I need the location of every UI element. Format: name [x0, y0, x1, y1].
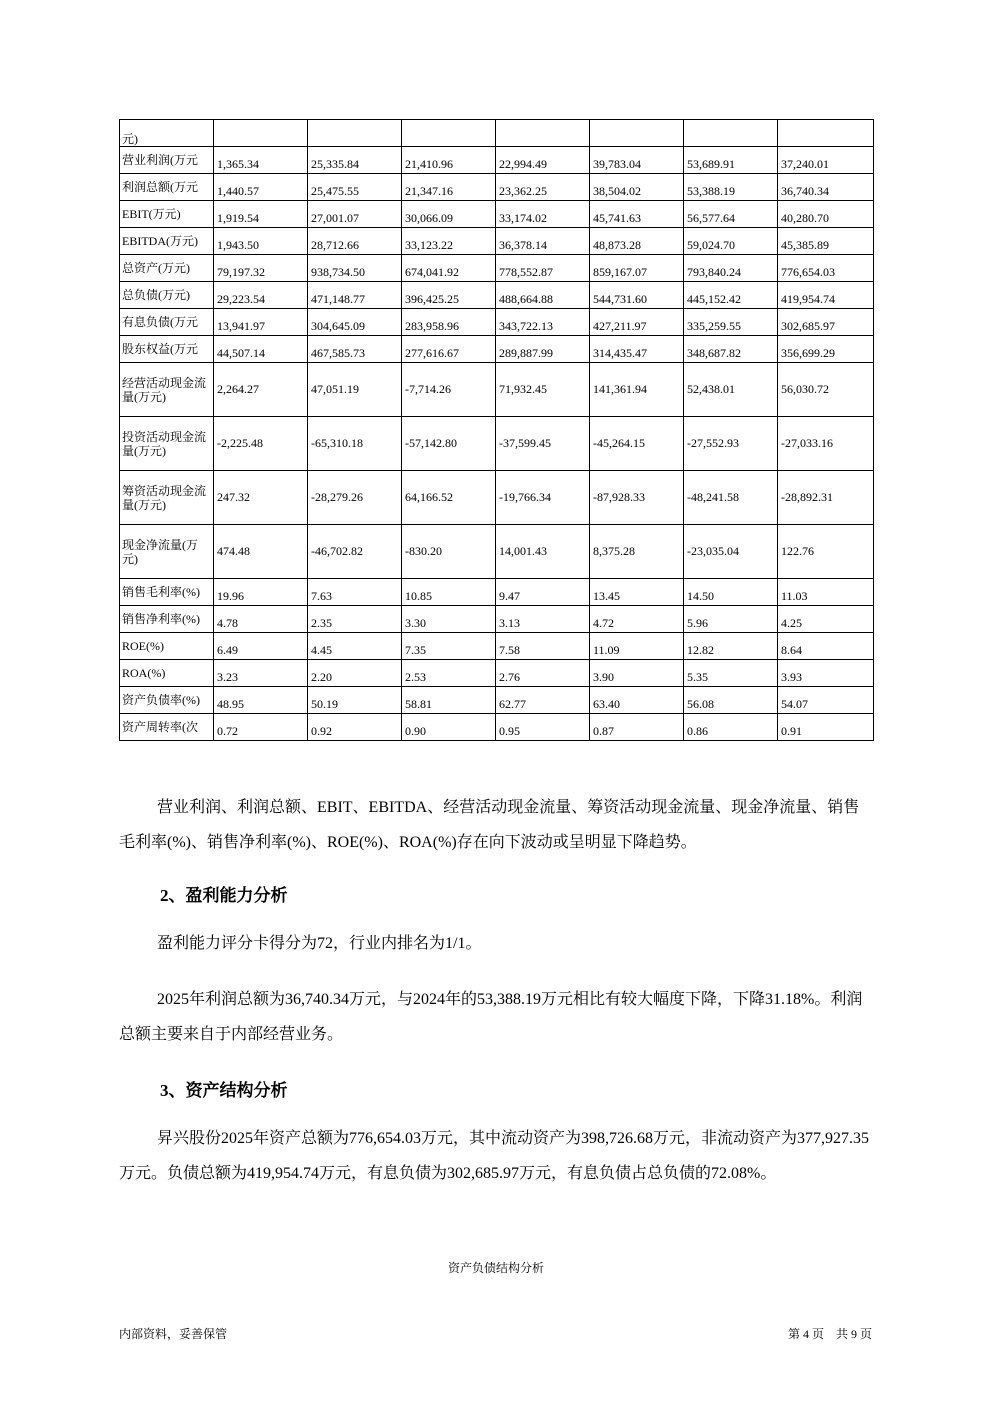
table-cell: 289,887.99 — [496, 336, 590, 363]
table-cell: 3.93 — [778, 660, 874, 687]
table-cell: 938,734.50 — [308, 255, 402, 282]
table-cell: 6.49 — [214, 633, 308, 660]
table-cell: 348,687.82 — [684, 336, 778, 363]
table-cell: 1,440.57 — [214, 174, 308, 201]
table-row — [120, 633, 874, 660]
table-cell: 38,504.02 — [590, 174, 684, 201]
table-cell: 56,577.64 — [684, 201, 778, 228]
table-cell: 2.53 — [402, 660, 496, 687]
table-cell: 45,385.89 — [778, 228, 874, 255]
table-cell: 30,066.09 — [402, 201, 496, 228]
table-cell: 122.76 — [778, 525, 874, 579]
table-cell: 3.13 — [496, 606, 590, 633]
table-cell: 544,731.60 — [590, 282, 684, 309]
table-cell — [496, 120, 590, 147]
table-row — [120, 309, 874, 336]
table-cell: -28,892.31 — [778, 471, 874, 525]
table-cell: 8,375.28 — [590, 525, 684, 579]
table-cell: 302,685.97 — [778, 309, 874, 336]
table-cell: 13,941.97 — [214, 309, 308, 336]
row-label: 资产周转率(次 — [120, 714, 214, 741]
table-cell: 4.45 — [308, 633, 402, 660]
table-cell: 48.95 — [214, 687, 308, 714]
table-cell: 62.77 — [496, 687, 590, 714]
table-row — [120, 336, 874, 363]
table-row — [120, 579, 874, 606]
table-cell: 22,994.49 — [496, 147, 590, 174]
table-cell: 474.48 — [214, 525, 308, 579]
table-cell: 277,616.67 — [402, 336, 496, 363]
row-label: 有息负债(万元 — [120, 309, 214, 336]
figure-caption: 资产负债结构分析 — [447, 1261, 544, 1275]
table-cell: 7.58 — [496, 633, 590, 660]
table-cell: 4.25 — [778, 606, 874, 633]
table-cell: 59,024.70 — [684, 228, 778, 255]
table-cell: 14.50 — [684, 579, 778, 606]
table-cell: 1,919.54 — [214, 201, 308, 228]
table-cell: 12.82 — [684, 633, 778, 660]
table-cell: 356,699.29 — [778, 336, 874, 363]
table-cell: 48,873.28 — [590, 228, 684, 255]
table-cell: 314,435.47 — [590, 336, 684, 363]
table-cell — [402, 120, 496, 147]
table-cell: 10.85 — [402, 579, 496, 606]
table-cell: 54.07 — [778, 687, 874, 714]
table-cell: 343,722.13 — [496, 309, 590, 336]
row-label: 营业利润(万元 — [120, 147, 214, 174]
table-cell: 19.96 — [214, 579, 308, 606]
paragraph-trend-summary: 营业利润、利润总额、EBIT、EBITDA、经营活动现金流量、筹资活动现金流量、现金净流量、销售毛利率(%)、销售净利率(%)、ROE(%)、ROA(%)存在向下波动或呈明显下降趋势。 — [119, 799, 860, 851]
table-cell — [590, 120, 684, 147]
table-cell: 33,174.02 — [496, 201, 590, 228]
row-label: EBITDA(万元) — [120, 228, 214, 255]
table-cell: 419,954.74 — [778, 282, 874, 309]
table-cell: 79,197.32 — [214, 255, 308, 282]
row-label: 现金净流量(万元) — [120, 525, 214, 579]
row-label: 股东权益(万元 — [120, 336, 214, 363]
table-row — [120, 228, 874, 255]
table-row — [120, 201, 874, 228]
table-cell: 2.76 — [496, 660, 590, 687]
table-cell: 396,425.25 — [402, 282, 496, 309]
table-cell: 2,264.27 — [214, 363, 308, 417]
table-cell: -27,033.16 — [778, 417, 874, 471]
table-cell: 44,507.14 — [214, 336, 308, 363]
table-cell: 0.86 — [684, 714, 778, 741]
table-cell: 28,712.66 — [308, 228, 402, 255]
table-cell — [778, 120, 874, 147]
table-cell: 0.90 — [402, 714, 496, 741]
table-cell: 53,388.19 — [684, 174, 778, 201]
table-cell: 0.95 — [496, 714, 590, 741]
paragraph-total-profit: 2025年利润总额为36,740.34万元，与2024年的53,388.19万元相比有较大幅度下降，下降31.18%。利润总额主要来自于内部经营业务。 — [119, 991, 863, 1043]
table-cell: 0.87 — [590, 714, 684, 741]
table-cell: -57,142.80 — [402, 417, 496, 471]
table-cell: 9.47 — [496, 579, 590, 606]
row-label: 筹资活动现金流量(万元) — [120, 471, 214, 525]
paragraph-asset-structure: 昇兴股份2025年资产总额为776,654.03万元，其中流动资产为398,726.68万元，非流动资产为377,927.35万元。负债总额为419,954.74万元，有息负债为302,685.97万元，有息负债占总负债的72.08%。 — [119, 1130, 870, 1182]
table-cell: -19,766.34 — [496, 471, 590, 525]
table-cell: 25,475.55 — [308, 174, 402, 201]
table-cell: 29,223.54 — [214, 282, 308, 309]
row-label: ROE(%) — [120, 633, 214, 660]
table-cell: 1,365.34 — [214, 147, 308, 174]
table-cell: 27,001.07 — [308, 201, 402, 228]
table-cell: 33,123.22 — [402, 228, 496, 255]
table-cell: 141,361.94 — [590, 363, 684, 417]
table-cell: -87,928.33 — [590, 471, 684, 525]
table-cell: 488,664.88 — [496, 282, 590, 309]
table-cell: 23,362.25 — [496, 174, 590, 201]
row-label: 利润总额(万元 — [120, 174, 214, 201]
table-cell: -7,714.26 — [402, 363, 496, 417]
row-label: 元) — [120, 120, 214, 147]
table-cell: 471,148.77 — [308, 282, 402, 309]
table-cell — [308, 120, 402, 147]
table-cell: 39,783.04 — [590, 147, 684, 174]
table-row — [120, 417, 874, 471]
table-row — [120, 255, 874, 282]
table-row — [120, 714, 874, 741]
table-cell: 14,001.43 — [496, 525, 590, 579]
row-label: 经营活动现金流量(万元) — [120, 363, 214, 417]
table-cell: 674,041.92 — [402, 255, 496, 282]
table-row — [120, 606, 874, 633]
table-cell: 283,958.96 — [402, 309, 496, 336]
row-label: 总负债(万元) — [120, 282, 214, 309]
row-label: 总资产(万元) — [120, 255, 214, 282]
table-cell: 335,259.55 — [684, 309, 778, 336]
table-cell: 21,347.16 — [402, 174, 496, 201]
table-cell: 778,552.87 — [496, 255, 590, 282]
table-cell: 2.20 — [308, 660, 402, 687]
row-label: EBIT(万元) — [120, 201, 214, 228]
table-cell: 36,740.34 — [778, 174, 874, 201]
table-cell: 53,689.91 — [684, 147, 778, 174]
table-cell: 5.35 — [684, 660, 778, 687]
table-cell: 0.72 — [214, 714, 308, 741]
table-cell: 11.03 — [778, 579, 874, 606]
table-cell: -23,035.04 — [684, 525, 778, 579]
table-cell: 427,211.97 — [590, 309, 684, 336]
financial-indicators-table — [119, 119, 874, 741]
table-cell: 3.90 — [590, 660, 684, 687]
table-cell: 1,943.50 — [214, 228, 308, 255]
table-cell: 2.35 — [308, 606, 402, 633]
table-row — [120, 687, 874, 714]
table-cell: 52,438.01 — [684, 363, 778, 417]
table-cell — [214, 120, 308, 147]
table-cell: 7.63 — [308, 579, 402, 606]
table-cell: -37,599.45 — [496, 417, 590, 471]
table-cell: 40,280.70 — [778, 201, 874, 228]
table-cell: 3.23 — [214, 660, 308, 687]
table-row — [120, 363, 874, 417]
table-cell: -45,264.15 — [590, 417, 684, 471]
table-cell: 56.08 — [684, 687, 778, 714]
table-cell: -830.20 — [402, 525, 496, 579]
table-cell: 37,240.01 — [778, 147, 874, 174]
table-cell: 56,030.72 — [778, 363, 874, 417]
footer-page-number: 第 4 页 共 9 页 — [787, 1327, 872, 1341]
section-heading-profitability: 2、盈利能力分析 — [160, 886, 288, 905]
table-cell — [684, 120, 778, 147]
table-cell: 50.19 — [308, 687, 402, 714]
table-cell: -65,310.18 — [308, 417, 402, 471]
row-label: 销售净利率(%) — [120, 606, 214, 633]
table-cell: -27,552.93 — [684, 417, 778, 471]
table-cell: 64,166.52 — [402, 471, 496, 525]
table-cell: 7.35 — [402, 633, 496, 660]
footer-confidential-note: 内部资料，妥善保管 — [119, 1327, 228, 1341]
table-cell: 63.40 — [590, 687, 684, 714]
table-cell: -48,241.58 — [684, 471, 778, 525]
table-cell: 13.45 — [590, 579, 684, 606]
table-cell: 58.81 — [402, 687, 496, 714]
table-row — [120, 525, 874, 579]
paragraph-profitability-score: 盈利能力评分卡得分为72，行业内排名为1/1。 — [157, 935, 482, 952]
table-body — [120, 120, 874, 741]
table-cell: 45,741.63 — [590, 201, 684, 228]
table-cell: 36,378.14 — [496, 228, 590, 255]
table-row — [120, 471, 874, 525]
row-label: ROA(%) — [120, 660, 214, 687]
table-cell: 304,645.09 — [308, 309, 402, 336]
table-cell: 776,654.03 — [778, 255, 874, 282]
table-cell: 3.30 — [402, 606, 496, 633]
table-cell: 11.09 — [590, 633, 684, 660]
table-cell: 859,167.07 — [590, 255, 684, 282]
table-row — [120, 120, 874, 147]
table-row — [120, 660, 874, 687]
table-cell: 4.72 — [590, 606, 684, 633]
table-cell: 247.32 — [214, 471, 308, 525]
row-label: 投资活动现金流量(万元) — [120, 417, 214, 471]
table-cell: 8.64 — [778, 633, 874, 660]
table-cell: 0.91 — [778, 714, 874, 741]
table-row — [120, 147, 874, 174]
table-cell: 4.78 — [214, 606, 308, 633]
table-cell: -2,225.48 — [214, 417, 308, 471]
table-row — [120, 282, 874, 309]
table-cell: -28,279.26 — [308, 471, 402, 525]
table-cell: 467,585.73 — [308, 336, 402, 363]
table-cell: 25,335.84 — [308, 147, 402, 174]
table-cell: 793,840.24 — [684, 255, 778, 282]
row-label: 销售毛利率(%) — [120, 579, 214, 606]
table-cell: -46,702.82 — [308, 525, 402, 579]
section-heading-asset-structure: 3、资产结构分析 — [160, 1081, 288, 1100]
table-cell: 445,152.42 — [684, 282, 778, 309]
table-cell: 21,410.96 — [402, 147, 496, 174]
row-label: 资产负债率(%) — [120, 687, 214, 714]
table-cell: 71,932.45 — [496, 363, 590, 417]
table-cell: 0.92 — [308, 714, 402, 741]
table-cell: 47,051.19 — [308, 363, 402, 417]
table-cell: 5.96 — [684, 606, 778, 633]
table-row — [120, 174, 874, 201]
